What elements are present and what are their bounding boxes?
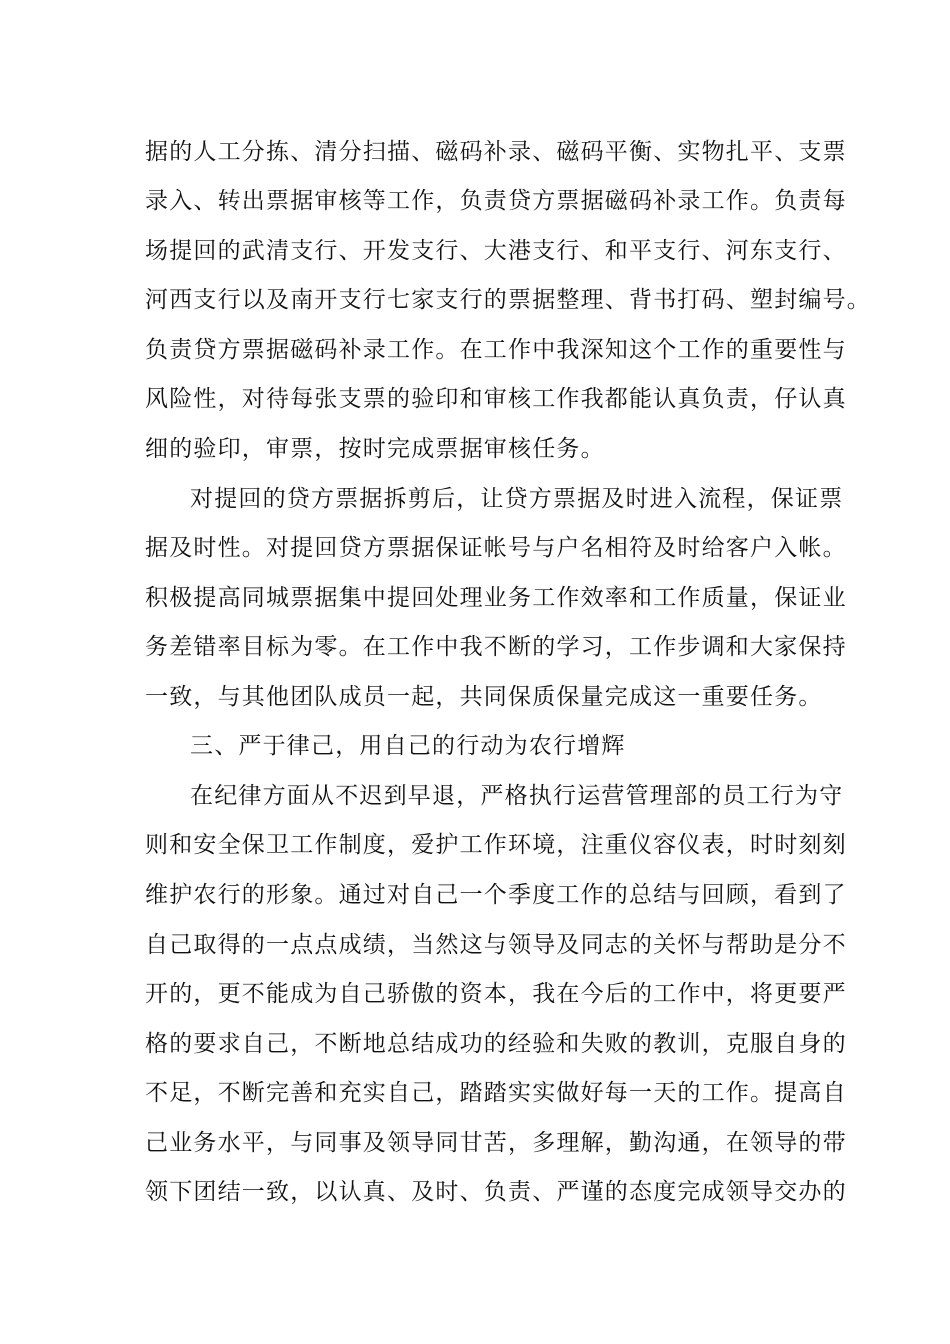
text-line: 一致，与其他团队成员一起，共同保质保量完成这一重要任务。 — [145, 684, 823, 710]
paragraph-first-line: 对提回的贷方票据拆剪后，让贷方票据及时进入流程，保证票 — [190, 486, 844, 512]
text-line: 务差错率目标为零。在工作中我不断的学习，工作步调和大家保持 — [145, 634, 847, 660]
text-line: 河西支行以及南开支行七家支行的票据整理、背书打码、塑封编号。 — [145, 287, 871, 313]
text-line: 风险性，对待每张支票的验印和审核工作我都能认真负责，仔认真 — [145, 386, 847, 412]
text-line: 领下团结一致，以认真、及时、负责、严谨的态度完成领导交办的 — [145, 1179, 847, 1205]
text-line: 积极提高同城票据集中提回处理业务工作效率和工作质量，保证业 — [145, 585, 847, 611]
text-line: 据及时性。对提回贷方票据保证帐号与户名相符及时给客户入帐。 — [145, 535, 847, 561]
text-line: 维护农行的形象。通过对自己一个季度工作的总结与回顾，看到了 — [145, 882, 847, 908]
text-line: 不足，不断完善和充实自己，踏踏实实做好每一天的工作。提高自 — [145, 1080, 847, 1106]
text-line: 格的要求自己，不断地总结成功的经验和失败的教训，克服自身的 — [145, 1031, 847, 1057]
text-line: 则和安全保卫工作制度，爱护工作环境，注重仪容仪表，时时刻刻 — [145, 832, 847, 858]
paragraph-first-line: 在纪律方面从不迟到早退，严格执行运营管理部的员工行为守 — [190, 783, 844, 809]
section-heading: 三、严于律己，用自己的行动为农行增辉 — [190, 733, 626, 759]
text-line: 开的，更不能成为自己骄傲的资本，我在今后的工作中，将更要严 — [145, 981, 847, 1007]
text-line: 细的验印，审票，按时完成票据审核任务。 — [145, 436, 605, 462]
text-line: 场提回的武清支行、开发支行、大港支行、和平支行、河东支行、 — [145, 238, 847, 264]
text-line: 负责贷方票据磁码补录工作。在工作中我深知这个工作的重要性与 — [145, 337, 847, 363]
text-line: 己业务水平，与同事及领导同甘苦，多理解，勤沟通，在领导的带 — [145, 1130, 847, 1156]
text-line: 录入、转出票据审核等工作，负责贷方票据磁码补录工作。负责每 — [145, 188, 847, 214]
text-line: 据的人工分拣、清分扫描、磁码补录、磁码平衡、实物扎平、支票 — [145, 139, 847, 165]
text-line: 自己取得的一点点成绩，当然这与领导及同志的关怀与帮助是分不 — [145, 932, 847, 958]
